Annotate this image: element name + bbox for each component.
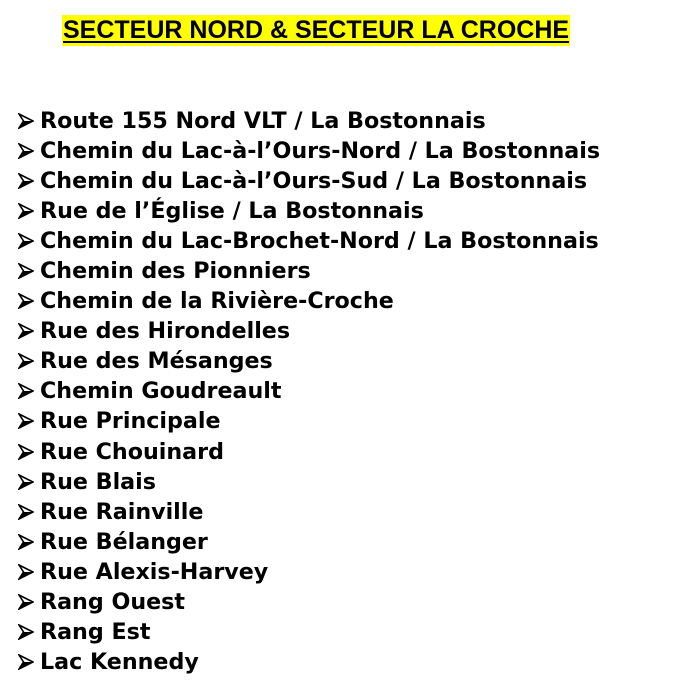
list-item (18, 587, 600, 617)
list-item (18, 346, 600, 376)
list-item (18, 437, 600, 467)
arrow-bullet-icon (18, 406, 38, 436)
list-item-label: Route 155 Nord VLT / La Bostonnais (40, 108, 486, 135)
arrow-bullet-icon (18, 346, 38, 376)
arrow-bullet-icon (18, 226, 38, 256)
list-item (18, 467, 600, 497)
list-item-label: Rue de l’Église / La Bostonnais (40, 198, 424, 225)
list-item-label: Rue Blais (40, 468, 156, 495)
arrow-bullet-icon (18, 467, 38, 497)
list-item-label: Chemin du Lac-à-l’Ours-Sud / La Bostonnais (40, 168, 588, 195)
list-item (18, 316, 600, 346)
list-item (18, 406, 600, 436)
list-item (18, 497, 600, 527)
street-list (18, 106, 600, 677)
list-item (18, 617, 600, 647)
arrow-bullet-icon (18, 497, 38, 527)
arrow-bullet-icon (18, 647, 38, 677)
list-item-label: Rue Principale (40, 408, 221, 435)
list-item (18, 256, 600, 286)
list-item (18, 106, 600, 136)
list-item-label: Rue des Mésanges (40, 348, 273, 375)
list-item-label: Rue Bélanger (40, 528, 208, 555)
arrow-bullet-icon (18, 196, 38, 226)
list-item (18, 647, 600, 677)
list-item-label: Chemin des Pionniers (40, 258, 311, 285)
list-item-label: Chemin Goudreault (40, 378, 282, 405)
arrow-bullet-icon (18, 437, 38, 467)
arrow-bullet-icon (18, 587, 38, 617)
list-item-label: Rue des Hirondelles (40, 318, 291, 345)
arrow-bullet-icon (18, 527, 38, 557)
list-item (18, 286, 600, 316)
arrow-bullet-icon (18, 376, 38, 406)
arrow-bullet-icon (18, 316, 38, 346)
list-item (18, 376, 600, 406)
arrow-bullet-icon (18, 256, 38, 286)
list-item-label: Rue Rainville (40, 498, 204, 525)
list-item-label: Lac Kennedy (40, 648, 199, 675)
arrow-bullet-icon (18, 286, 38, 316)
list-item-label: Rue Alexis-Harvey (40, 558, 269, 585)
list-item-label: Chemin du Lac-Brochet-Nord / La Bostonnais (40, 228, 599, 255)
title-container (62, 15, 570, 46)
list-item (18, 226, 600, 256)
list-item-label: Chemin du Lac-à-l’Ours-Nord / La Bostonnais (40, 138, 601, 165)
list-item (18, 196, 600, 226)
list-item-label: Rang Est (40, 618, 151, 645)
page-title: SECTEUR NORD & SECTEUR LA CROCHE (63, 16, 570, 44)
list-item-label: Rang Ouest (40, 588, 185, 615)
arrow-bullet-icon (18, 106, 38, 136)
list-item-label: Rue Chouinard (40, 438, 224, 465)
arrow-bullet-icon (18, 136, 38, 166)
list-item (18, 557, 600, 587)
arrow-bullet-icon (18, 166, 38, 196)
list-item (18, 136, 600, 166)
list-item (18, 527, 600, 557)
list-item (18, 166, 600, 196)
arrow-bullet-icon (18, 617, 38, 647)
list-item-label: Chemin de la Rivière-Croche (40, 288, 394, 315)
arrow-bullet-icon (18, 557, 38, 587)
